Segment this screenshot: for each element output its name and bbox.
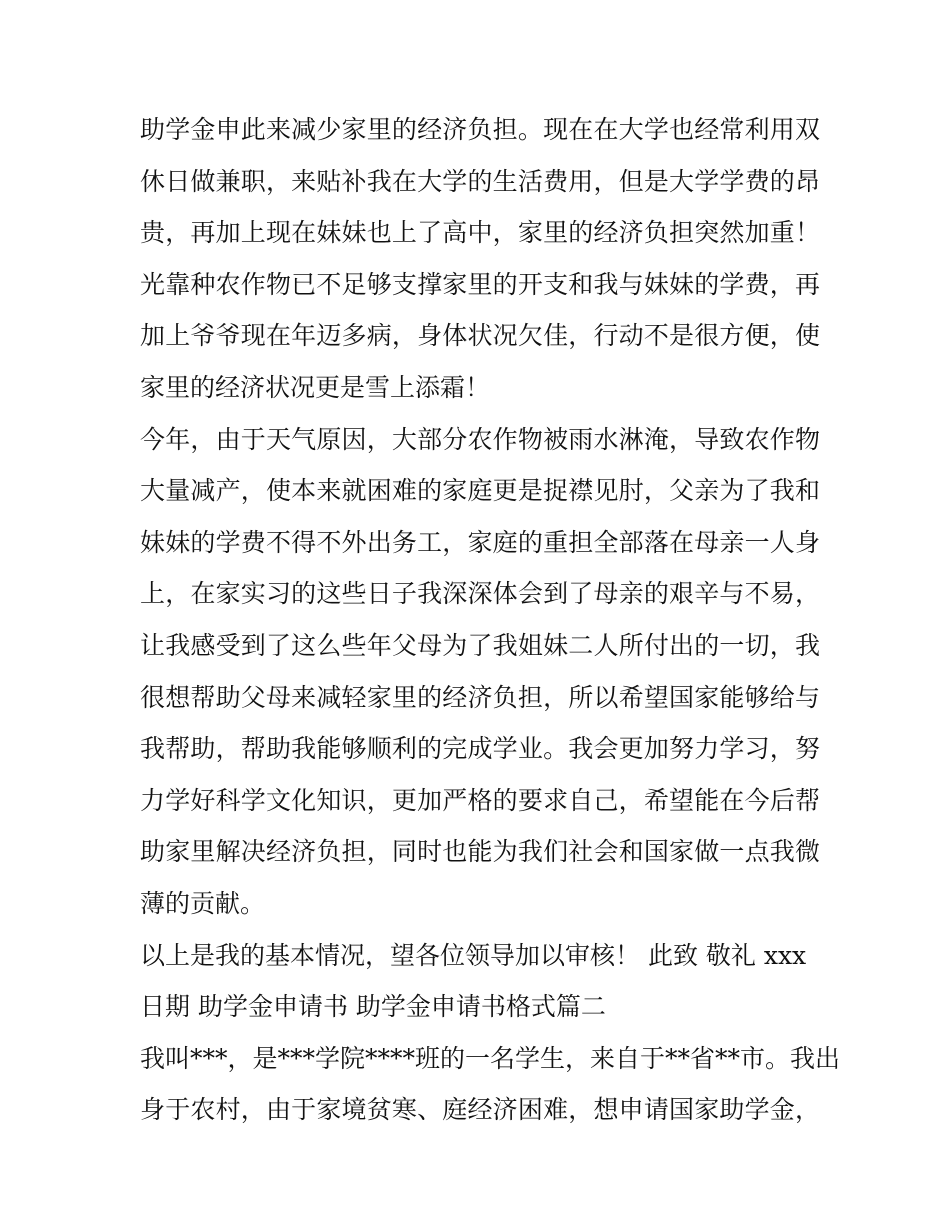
- text-line: 妹妹的学费不得不外出务工，家庭的重担全部落在母亲一人身: [140, 527, 820, 557]
- text-line: 助家里解决经济负担，同时也能为我们社会和国家做一点我微: [140, 837, 820, 867]
- text-line: 以上是我的基本情况，望各位领导加以审核！ 此致 敬礼 xxx: [140, 940, 807, 970]
- text-line: 力学好科学文化知识，更加严格的要求自己，希望能在今后帮: [140, 785, 820, 815]
- text-line: 日期 助学金申请书 助学金申请书格式篇二: [140, 992, 606, 1022]
- text-line: 家里的经济状况更是雪上添霜！: [140, 372, 491, 402]
- text-line: 休日做兼职，来贴补我在大学的生活费用，但是大学学费的昂: [140, 166, 820, 196]
- text-line: 很想帮助父母来减轻家里的经济负担，所以希望国家能够给与: [140, 682, 820, 712]
- text-line: 我帮助，帮助我能够顺利的完成学业。我会更加努力学习，努: [140, 734, 820, 764]
- text-line: 助学金申此来减少家里的经济负担。现在在大学也经常利用双: [140, 115, 820, 144]
- text-line: 上，在家实习的这些日子我深深体会到了母亲的艰辛与不易，: [140, 579, 820, 609]
- text-line: 光靠种农作物已不足够支撑家里的开支和我与妹妹的学费，再: [140, 269, 820, 299]
- text-line: 加上爷爷现在年迈多病，身体状况欠佳，行动不是很方便，使: [140, 321, 820, 351]
- text-line: 薄的贡献。: [140, 888, 266, 918]
- text-line: 让我感受到了这么些年父母为了我姐妹二人所付出的一切，我: [140, 630, 820, 660]
- text-line: 我叫***，是***学院****班的一名学生，来自于**省**市。我出: [140, 1043, 841, 1073]
- text-line: 贵，再加上现在妹妹也上了高中，家里的经济负担突然加重！: [140, 218, 820, 248]
- text-line: 大量减产，使本来就困难的家庭更是捉襟见肘，父亲为了我和: [140, 476, 820, 506]
- document-body: [140, 104, 841, 1136]
- text-line: 今年，由于天气原因，大部分农作物被雨水淋淹，导致农作物: [140, 424, 820, 454]
- text-line: 身于农村，由于家境贫寒、庭经济困难，想申请国家助学金，: [140, 1095, 820, 1125]
